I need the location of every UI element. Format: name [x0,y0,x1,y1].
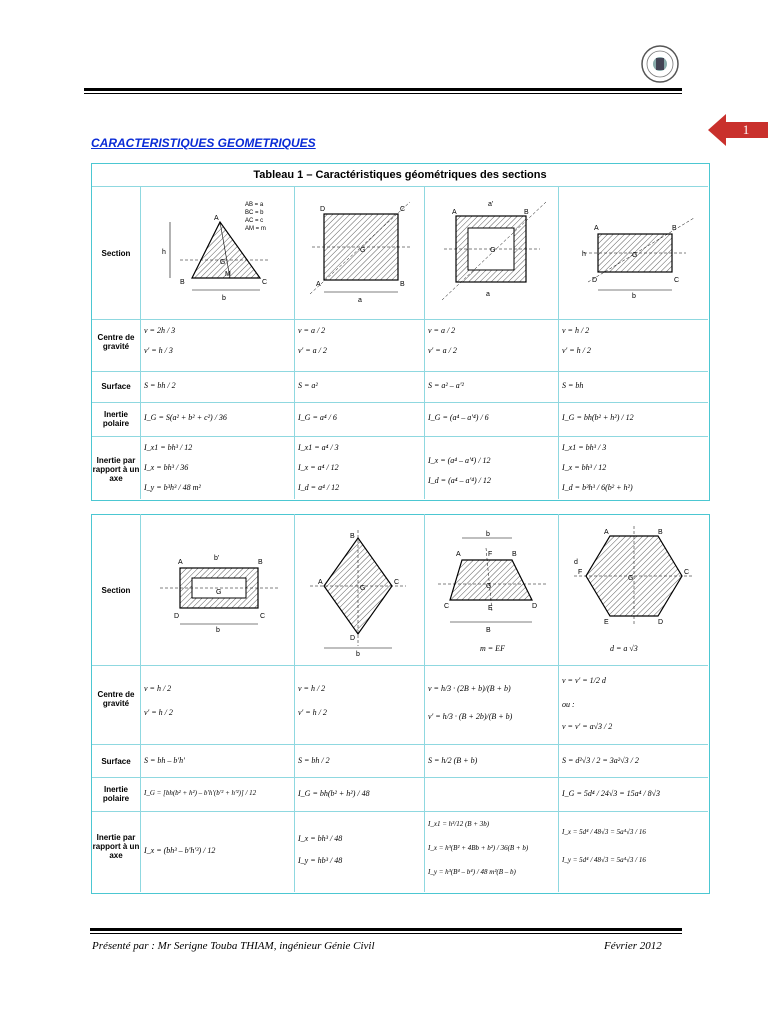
t2-c1-centre-v: v = h / 2 [144,684,172,693]
svg-text:b: b [632,293,636,300]
svg-text:G: G [628,575,634,582]
rhombus-section-diagram [300,528,420,658]
row2-label-section: Section [101,586,131,595]
svg-text:C: C [674,277,680,284]
row2-label-surface: Surface [101,757,131,766]
t2-c2-axe-2: I_y = hb³ / 48 [298,856,343,865]
svg-text:G: G [360,247,366,254]
svg-text:D: D [320,206,326,213]
svg-text:B: B [350,533,355,540]
t1-c2-centre-vp: v' = a / 2 [298,346,327,355]
t1-c2-axe-1: I_x1 = a⁴ / 3 [298,443,339,452]
svg-text:b': b' [214,555,220,562]
svg-text:D: D [592,277,598,284]
svg-text:AC = c: AC = c [245,218,264,224]
t1-c2-axe-2: I_x = a⁴ / 12 [298,463,339,472]
page-number: 1 [742,122,750,137]
t1-c1-centre-v: v = 2h / 3 [144,326,176,335]
svg-text:a: a [486,291,490,298]
triangle-legend: AB = a [245,202,264,208]
svg-text:A: A [178,559,183,566]
t2-c1-surface: S = bh – b'h' [144,756,185,765]
row-label-surface: Surface [101,382,131,391]
svg-text:G: G [486,583,492,590]
svg-text:a: a [358,297,362,304]
svg-text:B: B [658,529,663,536]
t1-c1-polaire: I_G = S(a² + b² + c²) / 36 [144,413,227,422]
svg-text:BC = b: BC = b [245,210,264,216]
t2-c2-surface: S = bh / 2 [298,756,330,765]
row-label-inertie-axe: Inertie par rapport à un axe [92,456,140,483]
svg-text:E: E [488,605,493,612]
svg-text:AM = m: AM = m [245,226,266,232]
square-section-diagram [300,196,420,312]
svg-text:A: A [594,225,599,232]
t2-c1-axe-1: I_x = (bh³ – b'h'³) / 12 [144,846,216,855]
t2-note-trapeze: m = EF [480,644,505,653]
t1-c2-axe-3: I_d = a⁴ / 12 [298,483,340,492]
t1-c4-polaire: I_G = bh(b² + h²) / 12 [562,413,634,422]
svg-text:C: C [444,603,450,610]
t2-c1-polaire: I_G = [bh(b² + h²) – b'h'(b'² + h'²)] / 12 [144,789,257,797]
row2-label-centre: Centre de gravité [97,690,135,708]
t2-c2-centre-vp: v' = h / 2 [298,708,327,717]
svg-text:b: b [216,627,220,634]
svg-text:D: D [532,603,538,610]
svg-text:E: E [604,619,609,624]
row-label-centre: Centre de gravité [97,333,135,351]
t2-c4-surface: S = d²√3 / 2 = 3a²√3 / 2 [562,756,639,765]
t1-c2-surface: S = a² [298,381,318,390]
svg-text:B: B [512,551,517,558]
triangle-section-diagram [150,192,290,314]
hollow-square-section-diagram [428,192,554,314]
t2-c1-centre-vp: v' = h / 2 [144,708,173,717]
t2-c3-centre-v: v = h/3 · (2B + b)/(B + b) [428,684,511,693]
svg-text:A: A [456,551,461,558]
svg-text:b: b [486,531,490,538]
t1-c4-axe-2: I_x = bh³ / 12 [562,463,607,472]
svg-text:B: B [258,559,263,566]
t2-c3-axe-3: I_y = h³(B⁴ – b⁴) / 48 m²(B – b) [428,868,516,876]
t1-c3-centre-v: v = a / 2 [428,326,456,335]
t2-c2-axe-1: I_x = bh³ / 48 [298,834,343,843]
t1-c3-axe-2: I_d = (a⁴ – a'⁴) / 12 [428,476,491,485]
header-rule [84,88,682,91]
t2-c2-centre-v: v = h / 2 [298,684,326,693]
t1-c1-axe-1: I_x1 = bh³ / 12 [144,443,193,452]
svg-text:h: h [582,251,586,258]
svg-text:B: B [672,225,677,232]
svg-text:C: C [260,613,266,620]
row-label-inertie-polaire: Inertie polaire [102,410,130,428]
t2-c4-centre-v: v = v' = 1/2 d [562,676,606,685]
t1-c1-centre-vp: v' = h / 3 [144,346,173,355]
t1-c1-axe-2: I_x = bh³ / 36 [144,463,189,472]
footer-rule-thin [90,933,682,934]
svg-text:a': a' [488,201,494,208]
svg-text:d: d [574,559,578,566]
svg-text:A: A [318,579,323,586]
svg-text:D: D [350,635,356,642]
svg-text:B: B [180,279,185,286]
svg-text:M: M [225,271,231,278]
hollow-rectangle-section-diagram [150,548,290,634]
svg-text:b: b [222,295,226,302]
footer-date: Février 2012 [604,940,662,952]
svg-text:G: G [490,247,496,254]
t1-c1-surface: S = bh / 2 [144,381,176,390]
svg-text:A: A [604,529,609,536]
t2-c4-centre-v2: v = v' = a√3 / 2 [562,722,613,731]
t1-c3-centre-vp: v' = a / 2 [428,346,457,355]
header-rule-thin [84,93,682,94]
svg-text:C: C [394,579,400,586]
svg-text:A: A [316,281,321,288]
t1-c3-surface: S = a² – a'² [428,381,464,390]
svg-text:G: G [632,252,638,259]
svg-text:G: G [220,259,226,266]
t2-c3-centre-vp: v' = h/3 · (B + 2b)/(B + b) [428,712,513,721]
t2-c4-polaire: I_G = 5d⁴ / 24√3 = 15a⁴ / 8√3 [562,789,661,798]
t1-c3-axe-1: I_x = (a⁴ – a'⁴) / 12 [428,456,491,465]
svg-text:C: C [262,279,268,286]
t1-c4-centre-v: v = h / 2 [562,326,590,335]
svg-text:F: F [488,551,493,558]
t2-c3-surface: S = h/2 (B + b) [428,756,478,765]
t2-c3-axe-1: I_x1 = h³/12 (B + 3b) [428,820,490,828]
row-label-section: Section [101,249,131,258]
t2-c4-centre-ou: ou : [562,700,575,709]
t1-c4-axe-3: I_d = b³h³ / 6(b² + h²) [562,483,633,492]
svg-text:A: A [214,215,219,222]
footer-rule [90,928,682,931]
t2-c4-axe-1: I_x = 5d⁴ / 48√3 = 5a⁴√3 / 16 [562,828,646,836]
t1-c4-surface: S = bh [562,381,584,390]
svg-text:B: B [486,627,491,634]
t2-note-hexagone: d = a √3 [610,644,638,653]
row2-label-inertie-polaire: Inertie polaire [102,785,130,803]
hexagon-section-diagram [564,524,704,624]
section-title: CARACTERISTIQUES GEOMETRIQUES [91,136,316,150]
svg-text:B: B [400,281,405,288]
svg-text:G: G [360,585,366,592]
t2-c3-axe-2: I_x = h³(B² + 4Bb + b²) / 36(B + b) [428,844,529,852]
t1-c2-polaire: I_G = a⁴ / 6 [298,413,337,422]
svg-text:C: C [400,206,406,213]
row2-label-inertie-axe: Inertie par rapport à un axe [92,833,140,860]
trapezoid-section-diagram [428,526,554,636]
svg-text:b: b [356,651,360,658]
svg-text:F: F [578,569,583,576]
svg-text:D: D [174,613,180,620]
university-seal-icon [640,44,680,84]
rectangle-section-diagram [564,204,704,300]
svg-text:C: C [684,569,690,576]
t1-c4-centre-vp: v' = h / 2 [562,346,591,355]
t1-c1-axe-3: I_y = b³h³ / 48 m² [144,483,201,492]
t1-c4-axe-1: I_x1 = bh³ / 3 [562,443,607,452]
svg-text:h: h [162,249,166,256]
svg-text:D: D [658,619,664,624]
svg-text:G: G [216,589,222,596]
t1-c2-centre-v: v = a / 2 [298,326,326,335]
t2-c2-polaire: I_G = bh(b² + h²) / 48 [298,789,370,798]
table-title: Tableau 1 – Caractéristiques géométriques des sections [92,164,708,186]
t1-c3-polaire: I_G = (a⁴ – a'⁴) / 6 [428,413,489,422]
svg-text:B: B [524,209,529,216]
t2-c4-axe-2: I_y = 5d⁴ / 48√3 = 5a⁴√3 / 16 [562,856,646,864]
footer-author: Présenté par : Mr Serigne Touba THIAM, ingénieur Génie Civil [92,940,375,952]
svg-text:A: A [452,209,457,216]
